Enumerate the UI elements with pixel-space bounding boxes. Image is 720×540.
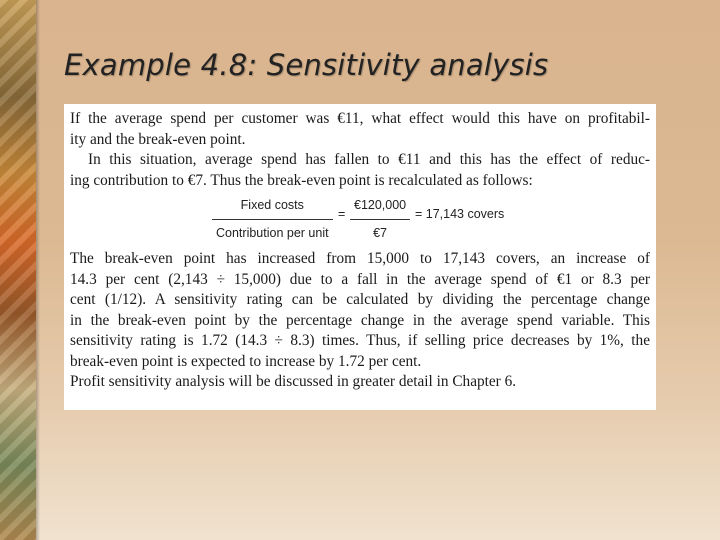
- formula-right-denominator: €7: [350, 219, 410, 244]
- paragraph-2-line-2: ing contribution to €7. Thus the break-even point is recalculated as follows:: [70, 171, 533, 189]
- paragraph-3-line-3: cent (1/12). A sensitivity rating can be calculated by dividing the percentage change: [70, 291, 650, 308]
- paragraph-3-line-4: in the break-even point by the percentage change in the average spend variable. This: [70, 311, 650, 329]
- formula-equals-sign: =: [338, 207, 346, 221]
- paragraph-1-line-1: If the average spend per customer was €11, what effect would this have on profitabil-: [70, 110, 650, 127]
- paragraph-3-line-5: sensitivity rating is 1.72 (14.3 ÷ 8.3) times. Thus, if selling price decreases by 1%, the: [70, 332, 650, 349]
- decorative-side-image: [0, 0, 36, 540]
- formula-right-numerator: €120,000: [354, 198, 407, 212]
- slide-title: Example 4.8: Sensitivity analysis: [64, 48, 549, 82]
- paragraph-1-line-2: ity and the break-even point.: [70, 130, 246, 148]
- example-text-box: [64, 104, 656, 410]
- formula-left-denominator: Contribution per unit: [212, 219, 333, 244]
- formula-left-fraction: [212, 195, 333, 243]
- formula-result: = 17,143 covers: [415, 207, 505, 221]
- paragraph-2-line-1: In this situation, average spend has fallen to €11 and this has the effect of reduc-: [88, 151, 650, 168]
- formula-right-fraction: [350, 195, 410, 243]
- side-image-shadow: [36, 0, 40, 540]
- break-even-formula: [70, 191, 650, 249]
- paragraph-3-line-6: break-even point is expected to increase by 1.72 per cent.: [70, 352, 422, 370]
- paragraph-4: Profit sensitivity analysis will be discussed in greater detail in Chapter 6.: [70, 373, 517, 390]
- paragraph-3-line-1: The break-even point has increased from 15,000 to 17,143 covers, an increase of: [70, 250, 650, 267]
- paragraph-3-line-2: 14.3 per cent (2,143 ÷ 15,000) due to a fall in the average spend of €1 or 8.3 per: [70, 270, 650, 288]
- formula-left-numerator: Fixed costs: [240, 198, 304, 212]
